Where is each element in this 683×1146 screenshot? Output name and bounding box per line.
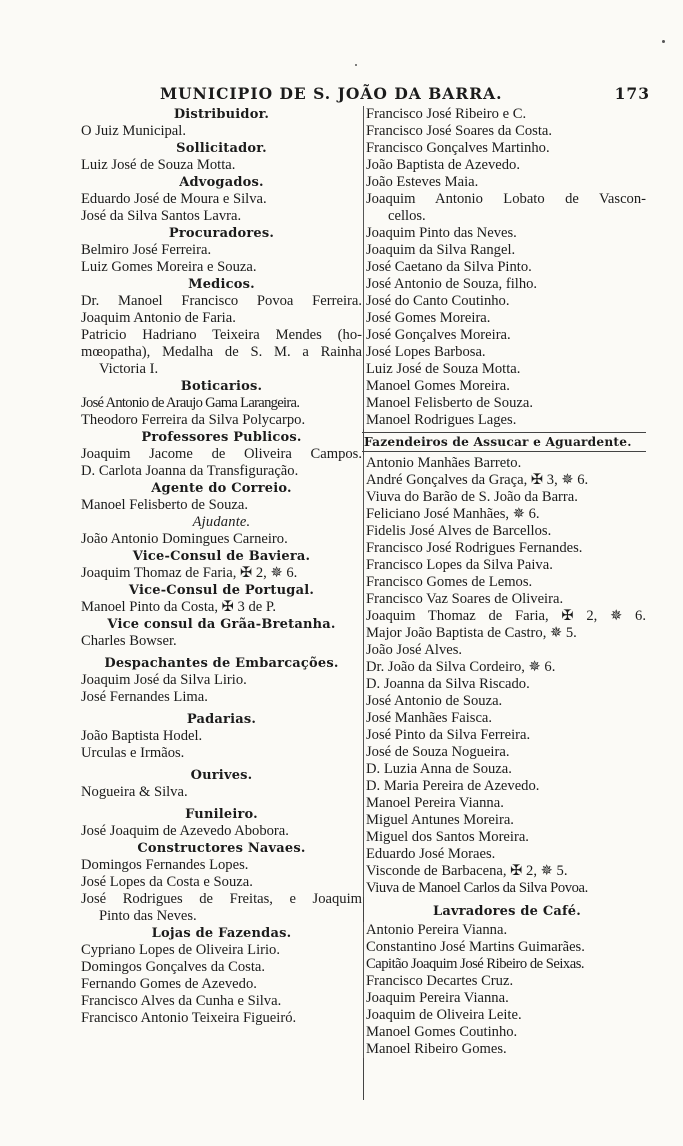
list-item-continuation: Victoria I.	[99, 361, 159, 377]
list-item: Miguel Antunes Moreira.	[363, 812, 646, 829]
list-item: Constantino José Martins Guimarães.	[363, 939, 646, 956]
list-item: João Baptista de Azevedo.	[363, 157, 646, 174]
right-column	[364, 106, 646, 1058]
list-item: Fernando Gomes de Azevedo.	[81, 976, 257, 992]
list-item: José Lopes Barbosa.	[363, 344, 646, 361]
print-speck	[355, 64, 357, 66]
list-item: Nogueira & Silva.	[81, 784, 188, 800]
list-item: Antonio Manhães Barreto.	[363, 455, 646, 472]
list-item: José Gomes Moreira.	[363, 310, 646, 327]
list-item: Francisco Gonçalves Martinho.	[363, 140, 646, 157]
list-item: mœopatha), Medalha de S. M. a Rainha	[81, 344, 362, 360]
list-item: Viuva de Manoel Carlos da Silva Povoa.	[363, 880, 646, 897]
section-heading: Procuradores.	[168, 226, 275, 241]
list-item: Visconde de Barbacena, ✠ 2, ✵ 5.	[363, 863, 646, 880]
list-item: João José Alves.	[363, 642, 646, 659]
list-item: Capitão Joaquim José Ribeiro de Seixas.	[363, 956, 646, 973]
list-item: Manoel Pereira Vianna.	[363, 795, 646, 812]
list-item: José Manhães Faisca.	[363, 710, 646, 727]
section-heading: Ourives.	[190, 768, 253, 783]
list-item-continuation: Pinto das Neves.	[99, 908, 197, 924]
list-item: Joaquim Pereira Vianna.	[363, 990, 646, 1007]
section-heading: Vice consul da Grãa-Bretanha.	[107, 617, 336, 632]
list-item: Feliciano José Manhães, ✵ 6.	[363, 506, 646, 523]
section-heading: Lojas de Fazendas.	[151, 926, 292, 941]
list-item: Theodoro Ferreira da Silva Polycarpo.	[81, 412, 306, 428]
section-heading: Boticarios.	[180, 379, 263, 394]
list-item: José do Canto Coutinho.	[363, 293, 646, 310]
section-heading: Constructores Navaes.	[137, 841, 306, 856]
list-item: José Caetano da Silva Pinto.	[363, 259, 646, 276]
list-item: José Joaquim de Azevedo Abobora.	[81, 823, 289, 839]
list-item: Manoel Felisberto de Souza.	[81, 497, 248, 513]
list-item: Luiz José de Souza Motta.	[81, 157, 236, 173]
list-item: Manoel Gomes Coutinho.	[363, 1024, 646, 1041]
list-item: Eduardo José Moraes.	[363, 846, 646, 863]
section-heading: Despachantes de Embarcações.	[104, 656, 339, 671]
list-item: Manoel Felisberto de Souza.	[363, 395, 646, 412]
list-item: Dr. Manoel Francisco Povoa Ferreira.	[81, 293, 362, 309]
list-item: Domingos Gonçalves da Costa.	[81, 959, 266, 975]
list-item: Dr. João da Silva Cordeiro, ✵ 6.	[363, 659, 646, 676]
page-number: 173	[614, 84, 650, 103]
list-item: José Rodrigues de Freitas, e Joaquim	[81, 891, 362, 907]
list-item: Joaquim da Silva Rangel.	[363, 242, 646, 259]
list-item: José Pinto da Silva Ferreira.	[363, 727, 646, 744]
section-heading: Vice-Consul de Baviera.	[132, 549, 311, 564]
list-item: José Lopes da Costa e Souza.	[81, 874, 253, 890]
list-item: José Gonçalves Moreira.	[363, 327, 646, 344]
list-item: Viuva do Barão de S. João da Barra.	[363, 489, 646, 506]
list-item: Manoel Rodrigues Lages.	[363, 412, 646, 429]
page-title: MUNICIPIO DE S. JOÃO DA BARRA.	[160, 84, 503, 103]
list-item: Francisco José Ribeiro e C.	[363, 106, 646, 123]
section-heading: Lavradores de Café.	[433, 904, 581, 919]
list-item: Francisco Gomes de Lemos.	[363, 574, 646, 591]
list-item: Patricio Hadriano Teixeira Mendes (ho-	[81, 327, 362, 343]
list-item: Joaquim Thomaz de Faria, ✠ 2, ✵ 6.	[363, 608, 646, 625]
list-item: Joaquim de Oliveira Leite.	[363, 1007, 646, 1024]
list-item: José Antonio de Araujo Gama Larangeira.	[81, 395, 300, 411]
left-column	[81, 106, 362, 1027]
list-item: Manoel Pinto da Costa, ✠ 3 de P.	[81, 599, 277, 615]
list-item: Manoel Gomes Moreira.	[363, 378, 646, 395]
list-item: Joaquim Antonio Lobato de Vascon-	[363, 191, 646, 208]
list-item: Belmiro José Ferreira.	[81, 242, 212, 258]
list-item: Antonio Pereira Vianna.	[363, 922, 646, 939]
section-subheading: Ajudante.	[192, 514, 251, 530]
section-heading: Advogados.	[179, 175, 264, 190]
list-item: Francisco Decartes Cruz.	[363, 973, 646, 990]
list-item: José Fernandes Lima.	[81, 689, 208, 705]
section-heading: Vice-Consul de Portugal.	[128, 583, 315, 598]
list-item: Charles Bowser.	[81, 633, 177, 649]
list-item: José de Souza Nogueira.	[363, 744, 646, 761]
print-speck	[662, 40, 665, 43]
list-item: Joaquim Thomaz de Faria, ✠ 2, ✵ 6.	[81, 565, 298, 581]
list-item: D. Joanna da Silva Riscado.	[363, 676, 646, 693]
list-item: João Baptista Hodel.	[81, 728, 203, 744]
section-heading: Fazendeiros de Assucar e Aguardente.	[362, 432, 646, 452]
list-item: João Esteves Maia.	[363, 174, 646, 191]
list-item: Francisco José Rodrigues Fernandes.	[363, 540, 646, 557]
list-item: Joaquim Antonio de Faria.	[81, 310, 236, 326]
section-heading: Distribuidor.	[173, 107, 270, 122]
list-item: Domingos Fernandes Lopes.	[81, 857, 249, 873]
list-item: Francisco Alves da Cunha e Silva.	[81, 993, 282, 1009]
section-heading: Professores Publicos.	[141, 430, 302, 445]
list-item: O Juiz Municipal.	[81, 123, 186, 139]
list-item: Francisco José Soares da Costa.	[363, 123, 646, 140]
list-item: Major João Baptista de Castro, ✵ 5.	[363, 625, 646, 642]
list-item: Francisco Vaz Soares de Oliveira.	[363, 591, 646, 608]
list-item: Joaquim Pinto das Neves.	[363, 225, 646, 242]
list-item: Francisco Lopes da Silva Paiva.	[363, 557, 646, 574]
section-heading: Agente do Correio.	[151, 481, 292, 496]
list-item: Francisco Antonio Teixeira Figueiró.	[81, 1010, 297, 1026]
list-item-continuation: cellos.	[363, 208, 646, 225]
section-heading: Funileiro.	[185, 807, 258, 822]
list-item: Fidelis José Alves de Barcellos.	[363, 523, 646, 540]
list-item: D. Carlota Joanna da Transfiguração.	[81, 463, 299, 479]
list-item: Miguel dos Santos Moreira.	[363, 829, 646, 846]
section-heading: Padarias.	[186, 712, 257, 727]
list-item: João Antonio Domingues Carneiro.	[81, 531, 288, 547]
list-item: D. Luzia Anna de Souza.	[363, 761, 646, 778]
list-item: Joaquim Jacome de Oliveira Campos.	[81, 446, 362, 462]
list-item: José Antonio de Souza, filho.	[363, 276, 646, 293]
list-item: Cypriano Lopes de Oliveira Lirio.	[81, 942, 280, 958]
running-header	[160, 84, 650, 106]
list-item: André Gonçalves da Graça, ✠ 3, ✵ 6.	[363, 472, 646, 489]
list-item: Eduardo José de Moura e Silva.	[81, 191, 267, 207]
list-item: Luiz Gomes Moreira e Souza.	[81, 259, 257, 275]
list-item: Manoel Ribeiro Gomes.	[363, 1041, 646, 1058]
list-item: Joaquim José da Silva Lirio.	[81, 672, 247, 688]
list-item: D. Maria Pereira de Azevedo.	[363, 778, 646, 795]
section-heading: Medicos.	[188, 277, 255, 292]
list-item: José Antonio de Souza.	[363, 693, 646, 710]
list-item: Luiz José de Souza Motta.	[363, 361, 646, 378]
list-item: José da Silva Santos Lavra.	[81, 208, 242, 224]
list-item: Urculas e Irmãos.	[81, 745, 185, 761]
section-heading: Sollicitador.	[176, 141, 267, 156]
